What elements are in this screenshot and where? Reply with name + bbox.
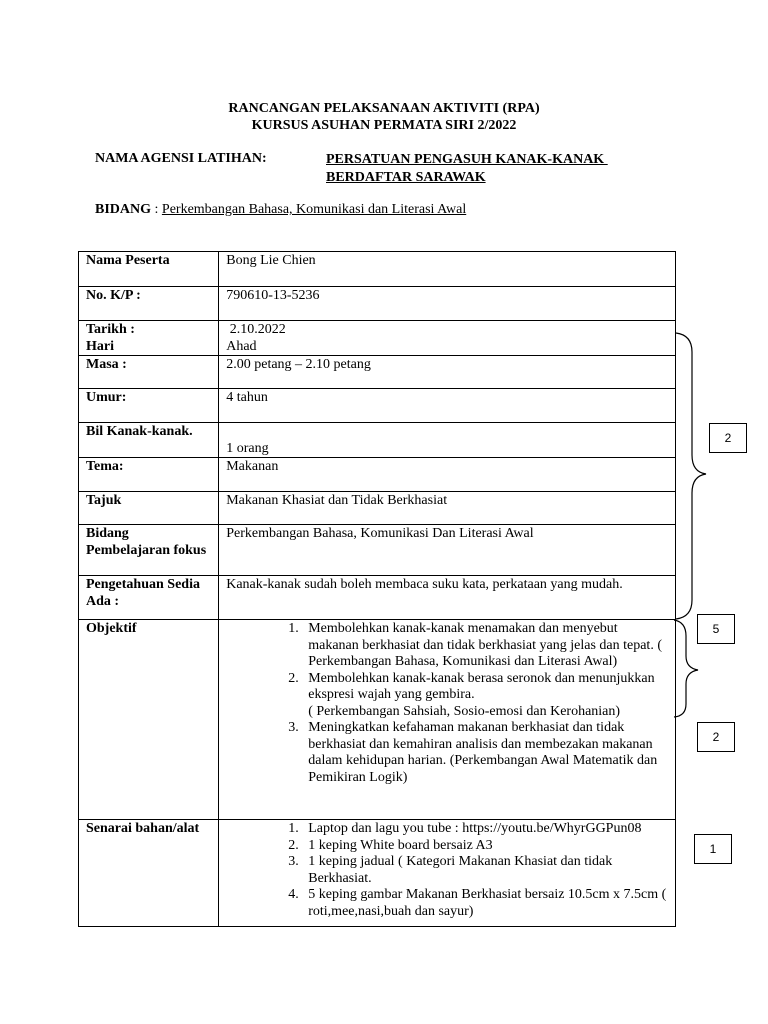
- objektif-item-2: [302, 671, 668, 721]
- row-key-pengetahuan: Pengetahuan Sedia Ada :: [79, 576, 219, 620]
- objektif-item-3: [302, 720, 668, 786]
- row-value-tajuk: Makanan Khasiat dan Tidak Berkhasiat: [219, 492, 676, 525]
- agency-value: [326, 151, 608, 187]
- senarai-item-1-text: Laptop dan lagu you tube : https://youtu.be/WhyrGGPun08: [308, 821, 642, 836]
- brace-large: [676, 333, 706, 619]
- senarai-item-4-text: 5 keping gambar Makanan Berkhasiat bersaiz 10.5cm x 7.5cm ( roti,mee,nasi,buah dan sayur): [308, 887, 667, 919]
- hari-value: Ahad: [226, 338, 257, 354]
- document-title: RANCANGAN PELAKSANAAN AKTIVITI (RPA): [228, 101, 540, 116]
- row-value-umur: 4 tahun: [219, 389, 676, 423]
- score-box-4: 1: [694, 834, 732, 864]
- row-value-masa: 2.00 petang – 2.10 petang: [219, 356, 676, 389]
- row-key-kp: No. K/P :: [79, 287, 219, 321]
- row-key-senarai: Senarai bahan/alat: [79, 820, 219, 927]
- bidang-label: BIDANG: [95, 202, 152, 217]
- senarai-item-3: [302, 854, 668, 887]
- brace-small: [674, 620, 698, 717]
- objektif-item-2-note: ( Perkembangan Sahsiah, Sosio-emosi dan Kerohanian): [308, 703, 621, 719]
- document-subtitle: KURSUS ASUHAN PERMATA SIRI 2/2022: [251, 118, 517, 133]
- row-value-tema: Makanan: [219, 458, 676, 492]
- table-row-masa: [79, 356, 676, 389]
- hari-label: Hari: [86, 338, 114, 354]
- objektif-item-1: [302, 621, 668, 671]
- row-value-tarikh: [219, 321, 676, 356]
- senarai-item-2-text: 1 keping White board bersaiz A3: [308, 837, 493, 853]
- row-key-tarikh: [79, 321, 219, 356]
- table-row-bidang-fokus: [79, 525, 676, 576]
- rpa-table: [78, 251, 676, 927]
- table-row-umur: [79, 389, 676, 423]
- row-key-tajuk: Tajuk: [79, 492, 219, 525]
- bidang-separator: :: [151, 202, 162, 217]
- table-row-bil: [79, 423, 676, 458]
- table-row-pengetahuan: [79, 576, 676, 620]
- row-value-senarai: [219, 820, 676, 927]
- row-value-bidang-fokus: Perkembangan Bahasa, Komunikasi Dan Literasi Awal: [219, 525, 676, 576]
- agency-value-line2: BERDAFTAR SARAWAK: [326, 170, 486, 185]
- row-value-pengetahuan: Kanak-kanak sudah boleh membaca suku kata, perkataan yang mudah.: [219, 576, 676, 620]
- bidang-value: Perkembangan Bahasa, Komunikasi dan Literasi Awal: [161, 202, 467, 217]
- row-key-bidang-fokus: Bidang Pembelajaran fokus: [79, 525, 219, 576]
- agency-label: NAMA AGENSI LATIHAN:: [95, 151, 267, 166]
- table-row-tema: [79, 458, 676, 492]
- row-key-masa: Masa :: [79, 356, 219, 389]
- table-row-objektif: [79, 620, 676, 820]
- bidang-line: [95, 202, 466, 218]
- row-value-bil: 1 orang: [219, 423, 676, 458]
- score-box-1: 2: [709, 423, 747, 453]
- table-row-kp: [79, 287, 676, 321]
- senarai-item-1: [302, 821, 668, 838]
- row-key-tema: Tema:: [79, 458, 219, 492]
- row-value-kp: 790610-13-5236: [219, 287, 676, 321]
- table-row-senarai: [79, 820, 676, 927]
- table-row-tajuk: [79, 492, 676, 525]
- senarai-item-2: [302, 838, 668, 855]
- row-key-objektif: Objektif: [79, 620, 219, 820]
- objektif-item-2-text: Membolehkan kanak-kanak berasa seronok dan menunjukkan ekspresi wajah yang gembira.: [308, 670, 655, 702]
- row-value-nama: Bong Lie Chien: [219, 252, 676, 287]
- row-key-umur: Umur:: [79, 389, 219, 423]
- score-box-3: 2: [697, 722, 735, 752]
- tarikh-label: Tarikh :: [86, 322, 135, 337]
- objektif-item-1-text: Membolehkan kanak-kanak menamakan dan menyebut makanan berkhasiat dan tidak berkhasiat yang jelas dan tepat. ( Perkembangan Bahasa, Komunikasi dan Literasi Awal): [308, 621, 662, 669]
- objektif-item-3-text: Meningkatkan kefahaman makanan berkhasiat dan tidak berkhasiat dan kemahiran analisis dan membezakan makanan dalam kehidupan harian. (Perkembangan Awal Matematik dan Pemikiran Logik): [308, 720, 658, 785]
- objektif-list: [226, 621, 668, 786]
- row-key-nama: Nama Peserta: [79, 252, 219, 287]
- senarai-item-3-text: 1 keping jadual ( Kategori Makanan Khasiat dan tidak Berkhasiat.: [308, 854, 613, 886]
- row-value-objektif: [219, 620, 676, 820]
- senarai-list: [226, 821, 668, 920]
- table-row-nama: [79, 252, 676, 287]
- tarikh-value: 2.10.2022: [226, 322, 286, 337]
- row-key-bil: Bil Kanak-kanak.: [79, 423, 219, 458]
- agency-value-line1: PERSATUAN PENGASUH KANAK-KANAK: [326, 152, 608, 167]
- senarai-item-4: [302, 887, 668, 920]
- score-box-2: 5: [697, 614, 735, 644]
- table-row-tarikh: [79, 321, 676, 356]
